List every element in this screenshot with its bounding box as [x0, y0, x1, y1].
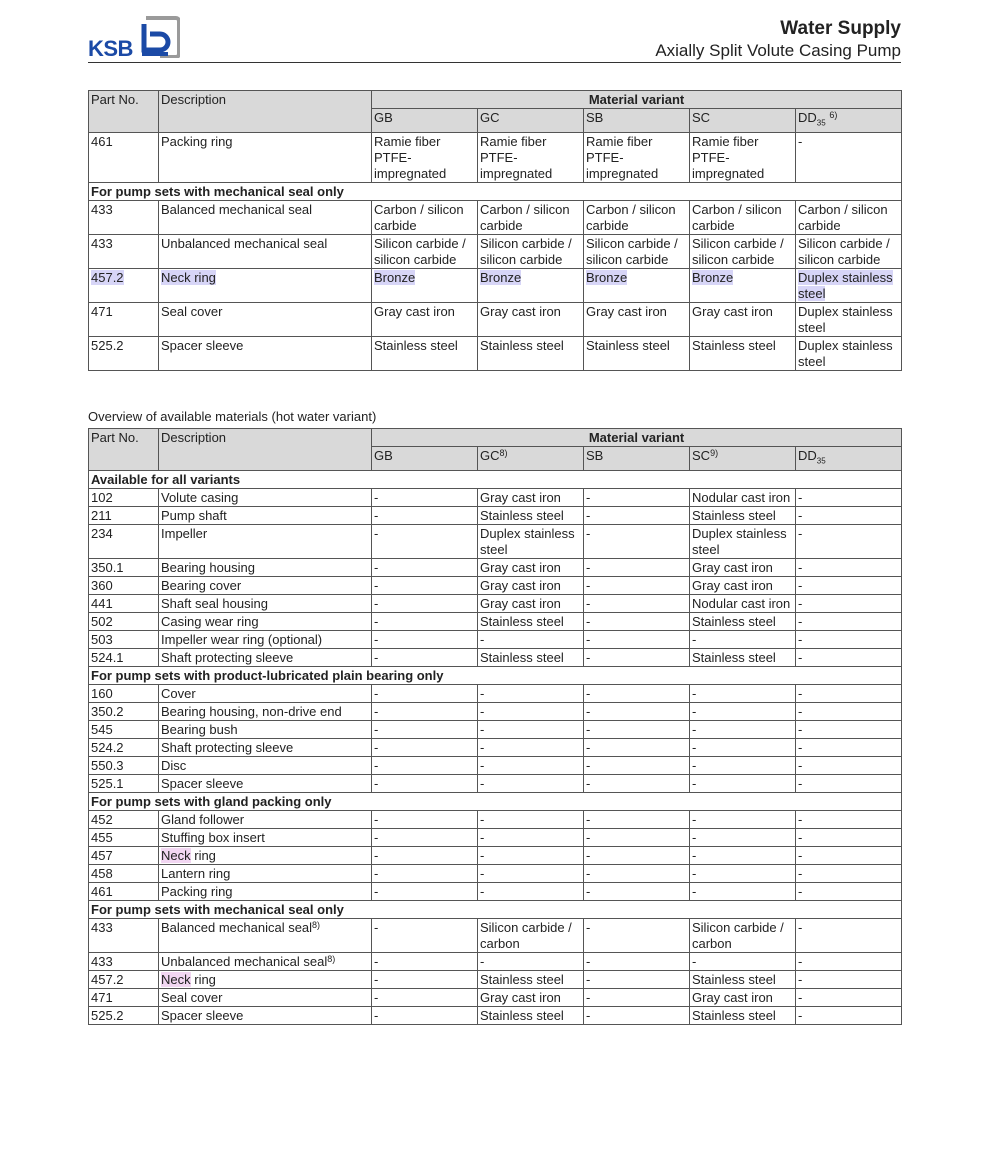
table-cell: Nodular cast iron	[690, 594, 796, 612]
variant-sc: SC	[690, 109, 796, 133]
table-cell: Spacer sleeve	[159, 1006, 372, 1024]
table-cell: Balanced mechanical seal	[159, 200, 372, 234]
table-cell: -	[372, 1006, 478, 1024]
table-cell: -	[372, 882, 478, 900]
table-cell: -	[796, 558, 902, 576]
table-cell: Silicon carbide / silicon carbide	[584, 234, 690, 268]
table-cell: -	[584, 738, 690, 756]
table-cell: -	[372, 702, 478, 720]
table-cell: -	[372, 576, 478, 594]
document-subtitle: Axially Split Volute Casing Pump	[655, 41, 901, 60]
table-cell: -	[372, 846, 478, 864]
table-cell: -	[584, 558, 690, 576]
table-cell: Stainless steel	[690, 648, 796, 666]
table-row	[89, 774, 902, 792]
table-cell: Stainless steel	[690, 612, 796, 630]
table-row	[89, 918, 902, 952]
variant-sc: SC$^{9)}$	[690, 447, 796, 471]
table-cell: Stainless steel	[478, 648, 584, 666]
table-cell: 550.3	[89, 756, 159, 774]
table-cell: Bronze	[478, 268, 584, 302]
table-cell: -	[584, 952, 690, 970]
table-cell: -	[584, 720, 690, 738]
table-cell: 452	[89, 810, 159, 828]
table-row	[89, 630, 902, 648]
table-cell: -	[478, 810, 584, 828]
table-cell: 433	[89, 234, 159, 268]
logo-b-icon	[138, 16, 180, 58]
table-cell: Gray cast iron	[690, 988, 796, 1006]
table-cell: -	[478, 864, 584, 882]
table-cell: -	[796, 988, 902, 1006]
table-cell: -	[584, 918, 690, 952]
table-cell: -	[796, 952, 902, 970]
table-cell: 211	[89, 506, 159, 524]
table-cell: Bearing housing	[159, 558, 372, 576]
table-row	[89, 200, 902, 234]
table-cell: Lantern ring	[159, 864, 372, 882]
table-row	[89, 594, 902, 612]
table-cell: Duplex stainless steel	[796, 268, 902, 302]
table-row	[89, 810, 902, 828]
table-cell: 461	[89, 132, 159, 182]
table-cell: -	[796, 970, 902, 988]
table-cell: Stainless steel	[690, 1006, 796, 1024]
table-cell: 457	[89, 846, 159, 864]
table-cell: -	[796, 1006, 902, 1024]
table-cell: -	[372, 630, 478, 648]
table-cell: -	[584, 756, 690, 774]
table-cell: Spacer sleeve	[159, 336, 372, 370]
table-cell: -	[478, 630, 584, 648]
table-cell: Gray cast iron	[690, 558, 796, 576]
table-cell: -	[372, 828, 478, 846]
table-cell: Spacer sleeve	[159, 774, 372, 792]
table-row	[89, 612, 902, 630]
table-cell: 471	[89, 988, 159, 1006]
table-cell: Unbalanced mechanical seal$^{8)}$	[159, 952, 372, 970]
table-cell: Duplex stainless steel	[796, 336, 902, 370]
variant-dd: $DD_{35}$ $^{6)}$	[796, 109, 902, 133]
table-cell: Stainless steel	[478, 1006, 584, 1024]
table-cell: -	[796, 774, 902, 792]
section-row	[89, 792, 902, 810]
table-cell: -	[796, 506, 902, 524]
table-cell: -	[584, 630, 690, 648]
table-cell: Ramie fiber PTFE-impregnated	[584, 132, 690, 182]
table-cell: -	[478, 882, 584, 900]
document-title: Water Supply	[780, 18, 901, 39]
table-cell: -	[372, 594, 478, 612]
table-cell: -	[478, 774, 584, 792]
table-cell: -	[372, 918, 478, 952]
section-row	[89, 182, 902, 200]
table-cell: -	[796, 918, 902, 952]
table-row	[89, 506, 902, 524]
table-cell: Gray cast iron	[478, 302, 584, 336]
table-cell: -	[372, 756, 478, 774]
table-cell: -	[372, 864, 478, 882]
table-cell: -	[690, 810, 796, 828]
table-cell: -	[372, 612, 478, 630]
table-cell: -	[796, 846, 902, 864]
table-cell: -	[584, 648, 690, 666]
table-cell: Gray cast iron	[478, 576, 584, 594]
table-cell: Gray cast iron	[478, 594, 584, 612]
table-cell: -	[690, 630, 796, 648]
table-cell: Gland follower	[159, 810, 372, 828]
table-cell: Stainless steel	[478, 612, 584, 630]
table-cell: 360	[89, 576, 159, 594]
table-cell: -	[584, 810, 690, 828]
page-header	[88, 14, 901, 63]
table-cell: Duplex stainless steel	[796, 302, 902, 336]
table-cell: Pump shaft	[159, 506, 372, 524]
table-cell: Carbon / silicon carbide	[478, 200, 584, 234]
table-cell: 503	[89, 630, 159, 648]
table-cell: Seal cover	[159, 988, 372, 1006]
table-cell: 525.1	[89, 774, 159, 792]
table-cell: 524.2	[89, 738, 159, 756]
table-cell: -	[584, 684, 690, 702]
table-cell: 458	[89, 864, 159, 882]
table-cell: -	[584, 524, 690, 558]
table-cell: Carbon / silicon carbide	[584, 200, 690, 234]
table-cell: Disc	[159, 756, 372, 774]
variant-gb: GB	[372, 109, 478, 133]
table-cell: -	[584, 594, 690, 612]
table-cell: Ramie fiber PTFE-impregnated	[690, 132, 796, 182]
table-cell: 461	[89, 882, 159, 900]
table-cell: Gray cast iron	[478, 488, 584, 506]
table-cell: -	[796, 488, 902, 506]
table-cell: -	[796, 738, 902, 756]
table-row	[89, 234, 902, 268]
table-cell: -	[796, 648, 902, 666]
col-part-no: Part No.	[89, 91, 159, 133]
table-cell: Ramie fiber PTFE-impregnated	[372, 132, 478, 182]
table-cell: Bearing housing, non-drive end	[159, 702, 372, 720]
table-cell: Nodular cast iron	[690, 488, 796, 506]
materials-table	[88, 90, 902, 371]
table-cell: -	[690, 846, 796, 864]
table-cell: Gray cast iron	[690, 302, 796, 336]
table-cell: -	[478, 702, 584, 720]
table-cell: 433	[89, 952, 159, 970]
variant-gc: GC$^{8)}$	[478, 447, 584, 471]
table-row	[89, 91, 902, 109]
table-row	[89, 828, 902, 846]
table-cell: Silicon carbide / silicon carbide	[372, 234, 478, 268]
table-cell: -	[372, 738, 478, 756]
table-cell: -	[478, 828, 584, 846]
table-cell: Casing wear ring	[159, 612, 372, 630]
table-cell: -	[478, 952, 584, 970]
table-cell: -	[584, 988, 690, 1006]
table-cell: For pump sets with gland packing only	[89, 792, 902, 810]
table-cell: 350.2	[89, 702, 159, 720]
table-cell: 525.2	[89, 1006, 159, 1024]
table-cell: -	[796, 828, 902, 846]
table-row	[89, 702, 902, 720]
table-cell: -	[584, 864, 690, 882]
variant-gb: GB	[372, 447, 478, 471]
table-cell: Packing ring	[159, 882, 372, 900]
table-cell: -	[478, 684, 584, 702]
table-cell: For pump sets with mechanical seal only	[89, 182, 902, 200]
table-cell: Impeller	[159, 524, 372, 558]
table-row	[89, 952, 902, 970]
table-cell: -	[796, 594, 902, 612]
table-row	[89, 970, 902, 988]
table-cell: 160	[89, 684, 159, 702]
table-cell: 350.1	[89, 558, 159, 576]
table-row	[89, 558, 902, 576]
table-cell: Unbalanced mechanical seal	[159, 234, 372, 268]
table-cell: -	[796, 612, 902, 630]
table-cell: -	[796, 524, 902, 558]
table-cell: -	[478, 720, 584, 738]
table-cell: Bearing bush	[159, 720, 372, 738]
table-cell: Silicon carbide / carbon	[478, 918, 584, 952]
table-cell: -	[372, 558, 478, 576]
table-cell: -	[372, 506, 478, 524]
table-cell: Bronze	[584, 268, 690, 302]
variant-sb: SB	[584, 109, 690, 133]
table-cell: Stainless steel	[478, 336, 584, 370]
table-row-highlighted	[89, 268, 902, 302]
table-cell: -	[372, 684, 478, 702]
table-cell: Gray cast iron	[478, 558, 584, 576]
table-cell: -	[584, 1006, 690, 1024]
table-row	[89, 488, 902, 506]
table-cell: -	[584, 506, 690, 524]
table-row	[89, 720, 902, 738]
col-description: Description	[159, 91, 372, 133]
table-cell: -	[690, 774, 796, 792]
table-row	[89, 756, 902, 774]
table-cell: Duplex stainless steel	[690, 524, 796, 558]
table-cell: -	[796, 702, 902, 720]
ksb-logo	[88, 16, 188, 61]
table-row	[89, 684, 902, 702]
table-cell: Neck ring	[159, 970, 372, 988]
table-cell: -	[796, 132, 902, 182]
table-cell: -	[690, 702, 796, 720]
table-row	[89, 648, 902, 666]
table-cell: Seal cover	[159, 302, 372, 336]
table-cell: Stuffing box insert	[159, 828, 372, 846]
col-material-variant: Material variant	[372, 429, 902, 447]
table-cell: -	[690, 720, 796, 738]
table-cell: Silicon carbide / silicon carbide	[796, 234, 902, 268]
table-cell: 457.2	[89, 268, 159, 302]
table-cell: -	[796, 864, 902, 882]
table-row	[89, 524, 902, 558]
table-row	[89, 336, 902, 370]
table-cell: -	[796, 630, 902, 648]
table-cell: -	[796, 882, 902, 900]
table-cell: -	[690, 738, 796, 756]
table-cell: Stainless steel	[584, 336, 690, 370]
table-cell: -	[584, 488, 690, 506]
table-cell: -	[584, 774, 690, 792]
table-cell: -	[796, 720, 902, 738]
table-cell: 234	[89, 524, 159, 558]
table-cell: -	[372, 648, 478, 666]
table-cell: Shaft protecting sleeve	[159, 738, 372, 756]
table-cell: -	[478, 738, 584, 756]
table-cell: Carbon / silicon carbide	[690, 200, 796, 234]
table-cell: Bearing cover	[159, 576, 372, 594]
table-cell: For pump sets with mechanical seal only	[89, 900, 902, 918]
table-cell: -	[690, 952, 796, 970]
table-cell: 433	[89, 200, 159, 234]
table-cell: Neck ring	[159, 268, 372, 302]
table-cell: -	[584, 846, 690, 864]
table-cell: -	[372, 774, 478, 792]
table-cell: -	[584, 970, 690, 988]
table-row	[89, 429, 902, 447]
table-cell: 545	[89, 720, 159, 738]
col-part-no: Part No.	[89, 429, 159, 471]
table-cell: -	[690, 864, 796, 882]
table-row	[89, 302, 902, 336]
table-cell: Shaft seal housing	[159, 594, 372, 612]
table-cell: -	[478, 756, 584, 774]
table-cell: 455	[89, 828, 159, 846]
table-cell: -	[372, 524, 478, 558]
table-row	[89, 846, 902, 864]
table-cell: Silicon carbide / carbon	[690, 918, 796, 952]
table-cell: 502	[89, 612, 159, 630]
table-cell: -	[372, 988, 478, 1006]
table-cell: -	[584, 576, 690, 594]
table-cell: Volute casing	[159, 488, 372, 506]
table-cell: 441	[89, 594, 159, 612]
col-description: Description	[159, 429, 372, 471]
table-cell: Stainless steel	[372, 336, 478, 370]
table-cell: Stainless steel	[690, 506, 796, 524]
table-cell: Stainless steel	[478, 506, 584, 524]
table-cell: -	[690, 684, 796, 702]
table-cell: Stainless steel	[478, 970, 584, 988]
table-cell: Neck ring	[159, 846, 372, 864]
table-cell: Impeller wear ring (optional)	[159, 630, 372, 648]
table-cell: -	[690, 882, 796, 900]
table-cell: -	[584, 702, 690, 720]
table-cell: 525.2	[89, 336, 159, 370]
table-row	[89, 576, 902, 594]
col-material-variant: Material variant	[372, 91, 902, 109]
hot-water-materials-table	[88, 428, 902, 1025]
table-cell: Gray cast iron	[372, 302, 478, 336]
table-cell: For pump sets with product-lubricated plain bearing only	[89, 666, 902, 684]
table-cell: Stainless steel	[690, 970, 796, 988]
table-cell: -	[372, 810, 478, 828]
table-cell: Stainless steel	[690, 336, 796, 370]
table-cell: Gray cast iron	[690, 576, 796, 594]
table-cell: Available for all variants	[89, 470, 902, 488]
table-cell: -	[690, 756, 796, 774]
table-cell: -	[584, 828, 690, 846]
table-row	[89, 738, 902, 756]
table-cell: 102	[89, 488, 159, 506]
table-cell: -	[372, 952, 478, 970]
table-cell: Packing ring	[159, 132, 372, 182]
table-cell: Carbon / silicon carbide	[372, 200, 478, 234]
table-cell: -	[584, 882, 690, 900]
table-cell: Bronze	[690, 268, 796, 302]
table-caption: Overview of available materials (hot water variant)	[88, 409, 377, 424]
variant-dd: $DD_{35}$	[796, 447, 902, 471]
variant-sb: SB	[584, 447, 690, 471]
table-cell: Duplex stainless steel	[478, 524, 584, 558]
table-row	[89, 132, 902, 182]
section-row	[89, 900, 902, 918]
table-cell: -	[478, 846, 584, 864]
variant-gc: GC	[478, 109, 584, 133]
table-cell: Ramie fiber PTFE-impregnated	[478, 132, 584, 182]
table-cell: -	[584, 612, 690, 630]
table-cell: -	[796, 756, 902, 774]
table-row	[89, 882, 902, 900]
logo-text: KSB	[88, 36, 133, 61]
table-cell: Gray cast iron	[584, 302, 690, 336]
table-cell: -	[372, 970, 478, 988]
table-row	[89, 1006, 902, 1024]
table-cell: 433	[89, 918, 159, 952]
table-row	[89, 864, 902, 882]
table-cell: -	[372, 488, 478, 506]
table-cell: Carbon / silicon carbide	[796, 200, 902, 234]
table-cell: -	[796, 810, 902, 828]
table-cell: 524.1	[89, 648, 159, 666]
table-cell: Balanced mechanical seal$^{8)}$	[159, 918, 372, 952]
section-row	[89, 666, 902, 684]
table-cell: -	[690, 828, 796, 846]
table-row	[89, 988, 902, 1006]
table-cell: Silicon carbide / silicon carbide	[478, 234, 584, 268]
table-cell: Silicon carbide / silicon carbide	[690, 234, 796, 268]
table-cell: -	[796, 684, 902, 702]
table-cell: Cover	[159, 684, 372, 702]
table-cell: 457.2	[89, 970, 159, 988]
section-row	[89, 470, 902, 488]
table-cell: -	[796, 576, 902, 594]
table-cell: Bronze	[372, 268, 478, 302]
table-cell: Gray cast iron	[478, 988, 584, 1006]
table-cell: 471	[89, 302, 159, 336]
table-cell: Shaft protecting sleeve	[159, 648, 372, 666]
table-cell: -	[372, 720, 478, 738]
